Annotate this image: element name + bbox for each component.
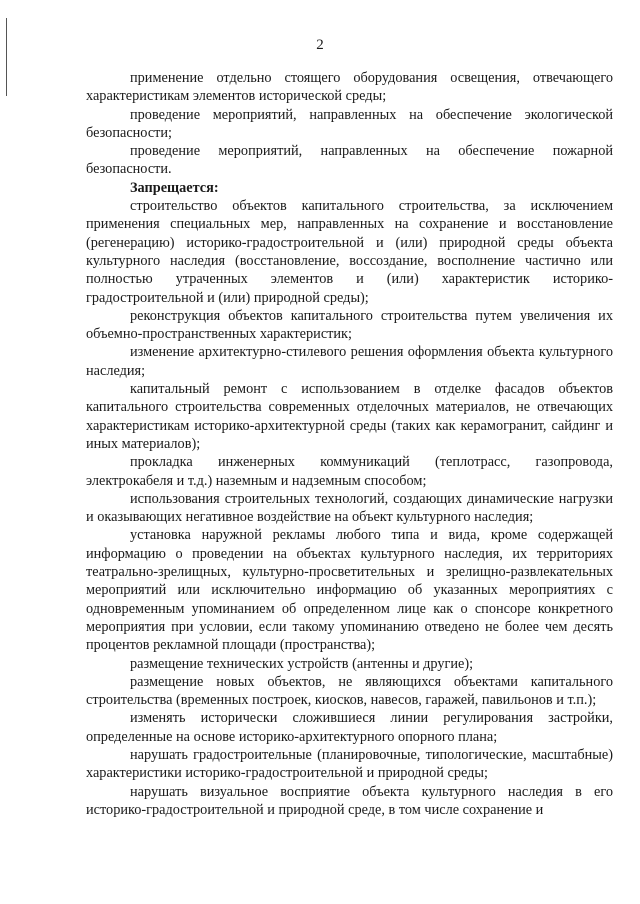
paragraph: изменение архитектурно-стилевого решения оформления объекта культурного наследия;	[86, 344, 613, 379]
section-heading: Запрещается:	[130, 179, 219, 196]
paragraph: размещение технических устройств (антенны и другие);	[130, 655, 474, 672]
paragraph: изменять исторически сложившиеся линии регулирования застройки, определенные на основе историко-архитектурного опорного плана;	[86, 710, 613, 745]
page-number: 2	[316, 37, 324, 53]
paragraph: размещение новых объектов, не являющихся объектами капитального строительства (временных построек, киосков, навесов, гаражей, павильонов и т.п.);	[86, 673, 613, 709]
paragraph: реконструкция объектов капитального строительства путем увеличения их объемно-пространственных характеристик;	[86, 307, 613, 343]
paragraph: установка наружной рекламы любого типа и вида, кроме содержащей информацию о проведении на объектах культурного наследия, их территориях театрально-зрелищных, культурно-просветительных и зрелищно-развлекательных мероприятий или исключительно информацию об указанных мероприятиях с одновременным упоминанием об определенном лице как о спонсоре конкретного мероприятия при условии, если такому упоминанию отведено не более чем десять процентов рекламной площади (пространства);	[86, 527, 613, 654]
paragraph: применение отдельно стоящего оборудования освещения, отвечающего характеристикам элементов исторической среды;	[86, 70, 613, 105]
paragraph: строительство объектов капитального строительства, за исключением применения специальных мер, направленных на сохранение и восстановление (регенерацию) историко-градостроительной и (или) природной среды объекта культурного наследия (восстановление, воссоздание, восполнение частично или полностью утраченных элементов и (или) характеристик историко-градостроительной и (или) природной среды);	[86, 198, 613, 306]
paragraph: использования строительных технологий, создающих динамические нагрузки и оказывающих негативное воздействие на объект культурного наследия;	[86, 490, 613, 526]
paragraph: капитальный ремонт с использованием в отделке фасадов объектов капитального строительства современных отделочных материалов, не отвечающих характеристикам историко-архитектурной среды (таких как керамогранит, сайдинг и иных материалов);	[86, 381, 613, 452]
document-body	[86, 69, 613, 819]
paragraph: прокладка инженерных коммуникаций (теплотрасс, газопровода, электрокабеля и т.д.) наземным и надземным способом;	[86, 454, 613, 489]
paragraph: нарушать визуальное восприятие объекта культурного наследия в его историко-градостроительной и природной среде, в том числе сохранение и	[86, 783, 613, 818]
paragraph: проведение мероприятий, направленных на обеспечение пожарной безопасности.	[86, 143, 613, 178]
paragraph: проведение мероприятий, направленных на обеспечение экологической безопасности;	[86, 106, 613, 141]
scan-margin-line	[6, 18, 7, 96]
paragraph: нарушать градостроительные (планировочные, типологические, масштабные) характеристики историко-градостроительной и природной среды;	[86, 746, 613, 782]
